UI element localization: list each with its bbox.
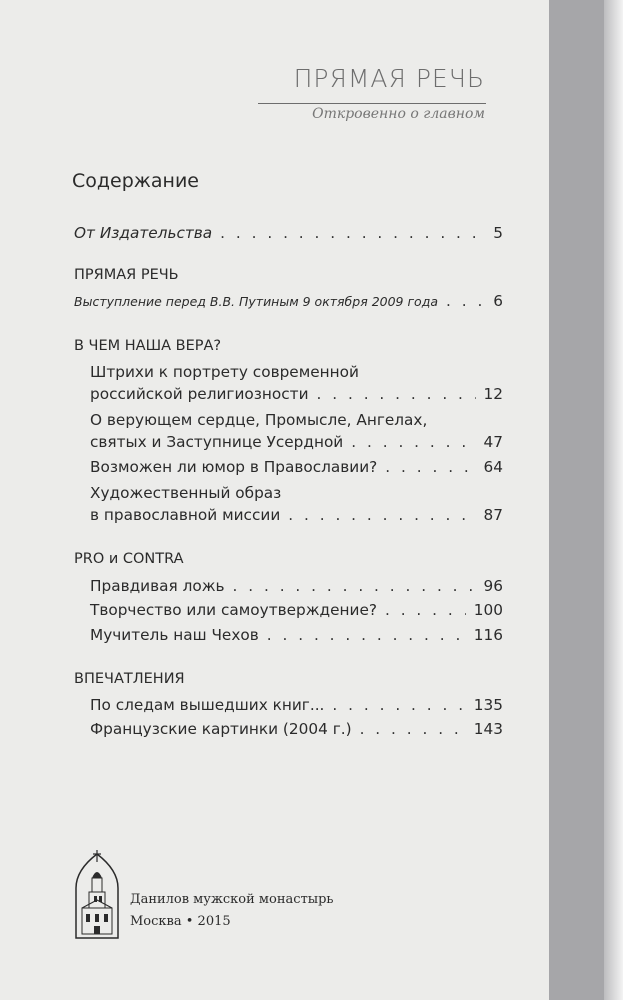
toc-page-number: 116 [473,626,503,644]
toc-entry[interactable] [0,456,549,478]
toc-leader [446,290,485,312]
toc-entry[interactable] [0,599,549,621]
toc-entry-foreword[interactable] [0,222,549,244]
toc-page-number: 100 [473,601,503,619]
toc-entry-title: По следам вышедших книг... [90,696,325,714]
toc-entry-title: в православной миссии [90,506,281,524]
toc-page-number: 47 [483,433,503,451]
toc-entry-title-line: О верующем сердце, Промысле, Ангелах, [90,411,428,429]
toc-entry-title: Возможен ли юмор в Православии? [90,458,378,476]
toc-page-number: 87 [483,506,503,524]
toc-entry-title: Творчество или самоутверждение? [90,601,377,619]
toc-leader [385,456,475,478]
toc-entry-title-line: Художественный образ [90,484,282,502]
toc-section-heading: ПРЯМАЯ РЕЧЬ [74,267,179,283]
toc-entry[interactable] [0,624,549,646]
toc-leader [233,575,476,597]
toc-leader [385,599,466,621]
toc-entry-title: святых и Заступнице Усердной [90,433,344,451]
toc-title: Содержание [72,170,199,192]
toc-page-number: 64 [483,458,503,476]
toc-entry-title: Выступление перед В.В. Путиным 9 октября 2009 года [74,294,438,309]
toc-leader [360,718,466,740]
toc-entry-title: Мучитель наш Чехов [90,626,259,644]
toc-entry-title: Французские картинки (2004 г.) [90,720,352,738]
toc-entry-title: От Издательства [74,224,213,242]
series-title: ПРЯМАЯ РЕЧЬ [293,64,485,93]
toc-section-heading: В ЧЕМ НАША ВЕРА? [74,338,222,354]
toc-page-number: 143 [473,720,503,738]
toc-leader [317,383,476,405]
toc-entry[interactable] [0,482,549,526]
toc-entry[interactable] [0,718,549,740]
publisher-city-year: Москва • 2015 [130,914,231,929]
toc-entry[interactable] [0,409,549,453]
toc-entry-title: российской религиозности [90,385,309,403]
series-rule [258,103,486,104]
toc-page-number: 96 [483,577,503,595]
toc-leader [351,431,475,453]
toc-entry-title-line: Штрихи к портрету современной [90,363,359,381]
toc-page-number: 12 [483,385,503,403]
series-subtitle: Откровенно о главном [312,106,485,122]
page-edge-shadow [604,0,623,1000]
toc-entry-title: Правдивая ложь [90,577,225,595]
toc-leader [220,222,485,244]
toc-page-number: 135 [473,696,503,714]
toc-leader [288,504,475,526]
toc-leader [267,624,466,646]
toc-section-heading: ВПЕЧАТЛЕНИЯ [74,671,185,687]
toc-entry[interactable] [0,694,549,716]
monastery-logo-icon [72,848,122,940]
toc-leader [332,694,465,716]
toc-section-heading: PRO и CONTRA [74,551,184,567]
publisher-name: Данилов мужской монастырь [130,892,334,907]
toc-entry[interactable] [0,575,549,597]
toc-page-number: 5 [493,224,503,242]
page-edge-band [549,0,604,1000]
toc-page-number: 6 [493,292,503,310]
toc-entry[interactable] [0,290,549,313]
toc-entry[interactable] [0,361,549,405]
